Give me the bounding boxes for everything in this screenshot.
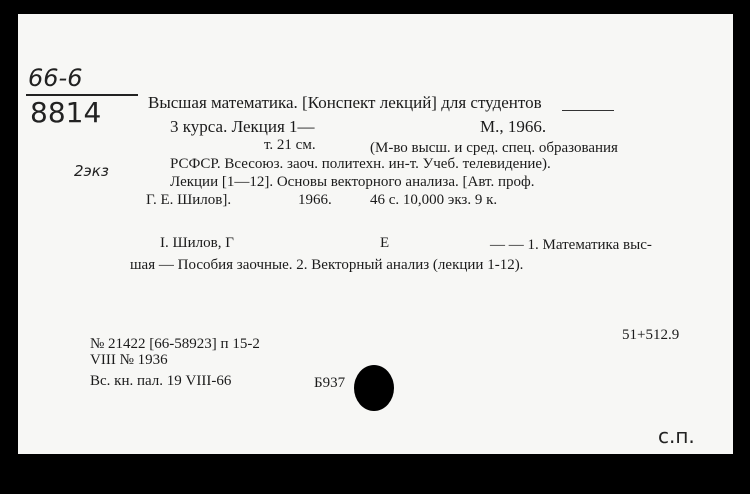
series-line-2: РСФСР. Всесоюз. заоч. политехн. ин-т. Учеб. телевидение). — [170, 156, 551, 172]
title-line: Высшая математика. [Конспект лекций] для студентов — [148, 93, 542, 112]
course-line: 3 курса. Лекция 1— — [170, 117, 315, 136]
ink-blot — [354, 365, 394, 411]
catalog-card — [18, 14, 733, 454]
imprint: М., 1966. — [480, 117, 547, 136]
contents-line-1: Лекции [1—12]. Основы векторного анализа. [Авт. проф. — [170, 174, 535, 190]
contents-year: 1966. — [298, 192, 332, 208]
tracing-subject: — — 1. Математика выс- — [490, 237, 652, 253]
call-number-top: 66-6 — [28, 64, 83, 92]
contents-line-2: Г. Е. Шилов]. — [146, 192, 232, 208]
tracing-initial: Е — [380, 235, 390, 251]
title-underline — [562, 110, 614, 111]
tracing-line-2: шая — Пособия заочные. 2. Векторный анализ (лекции 1-12). — [130, 257, 524, 273]
tracing-name: I. Шилов, Г — [160, 235, 234, 251]
copies-note: 2экз — [74, 162, 109, 180]
book-chamber-stamp: Вс. кн. пал. 19 VIII-66 — [90, 373, 232, 389]
viii-number: VIII № 1936 — [90, 352, 168, 368]
call-number-bottom: 8814 — [30, 96, 102, 129]
card-number: № 21422 [66-58923] п 15-2 — [90, 336, 260, 352]
contents-pages: 46 с. 10,000 экз. 9 к. — [370, 192, 498, 208]
print-code: Б937 — [314, 375, 346, 391]
series-line-1: (М-во высш. и сред. спец. образования — [370, 140, 618, 156]
physical-description: т. 21 см. — [264, 137, 316, 153]
cataloger-initials: с.п. — [658, 424, 695, 448]
classification-number: 51+512.9 — [622, 327, 680, 343]
